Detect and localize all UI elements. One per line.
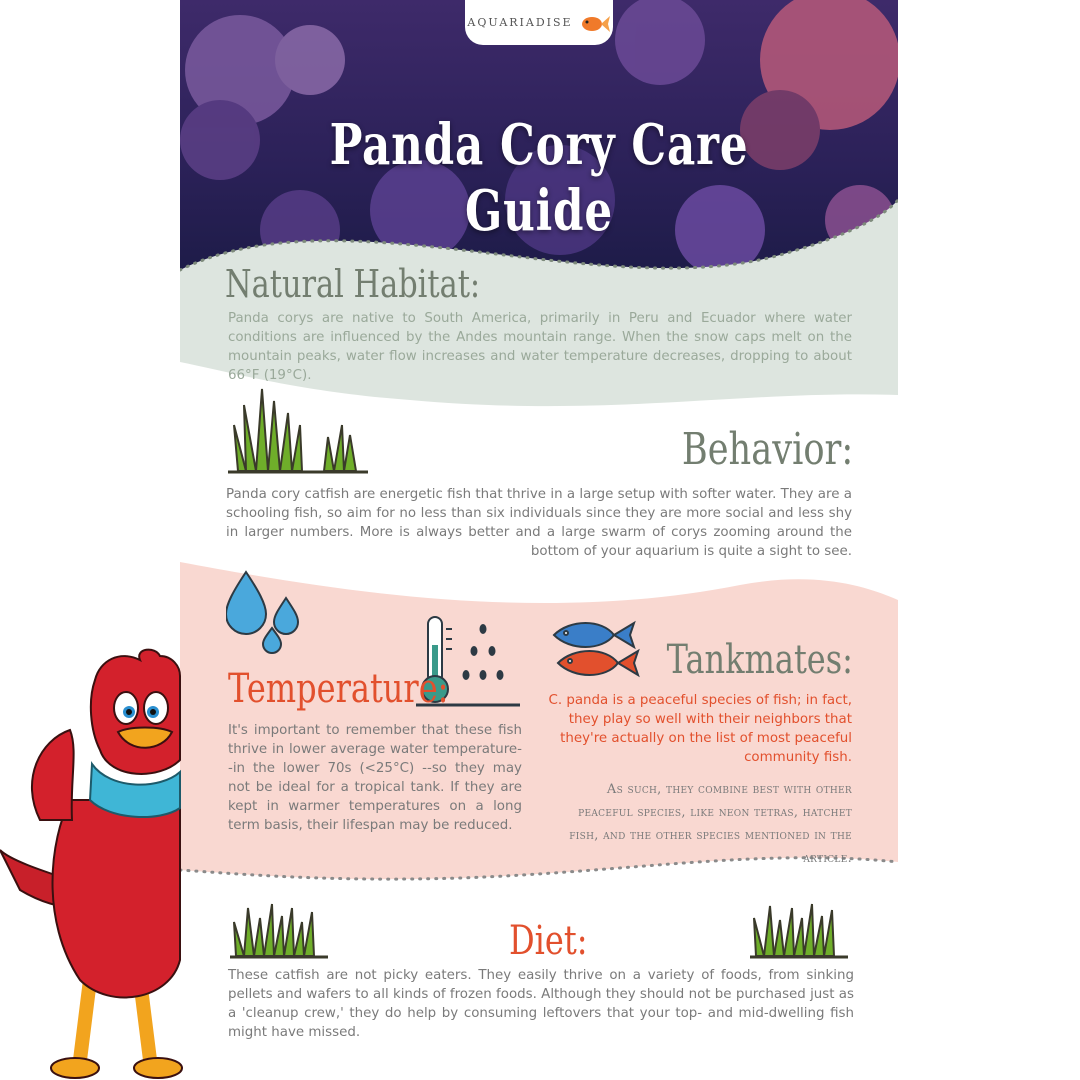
water-drops-icon (226, 570, 306, 655)
page-title: Panda Cory Care Guide (329, 112, 749, 244)
behavior-heading: Behavior: (681, 424, 853, 475)
temperature-text: It's important to remember that these fish thrive in lower average water temperature--in the lower 70s (<25°C) --so they may not be ideal for a tropical tank. If they are kept in warmer temperatures on a long term basis, their lifespan may be reduced. (228, 723, 522, 833)
diet-heading: Diet: (509, 918, 588, 964)
tankmates-text-2: As such, they combine best with other peaceful species, like neon tetras, hatchet fish, and the other species mentioned in the article. (569, 782, 852, 866)
fish-pair-icon (550, 615, 640, 687)
tankmates-text: C. panda is a peaceful species of fish; in fact, they play so well with their neighbors that they're actually on the list of most peaceful community fish. (548, 693, 852, 765)
brand-logo (465, 0, 613, 45)
infographic-sheet (180, 0, 898, 1080)
grass-icon (750, 898, 850, 960)
habitat-heading: Natural Habitat: (225, 262, 481, 306)
goldfish-logo-icon (577, 10, 611, 36)
logo-text: AQUARIADISE (467, 16, 573, 29)
grass-icon (230, 898, 330, 960)
grass-icon (228, 385, 370, 475)
temperature-heading: Temperature: (228, 666, 449, 712)
tankmates-heading: Tankmates: (666, 637, 853, 683)
habitat-text: Panda corys are native to South America, primarily in Peru and Ecuador where water conditions are influenced by the Andes mountain range. When the snow caps melt on the mountain peaks, water flow increases and water temperature decreases, dropping to about 66°F (19°C). (228, 311, 852, 383)
diet-text: These catfish are not picky eaters. They easily thrive on a variety of foods, from sinking pellets and wafers to all kinds of frozen foods. Although they should not be purchased just as a 'cleanup crew,' they do help by consuming leftovers that your top- and mid-dwelling fish might have missed. (228, 968, 854, 1040)
mascot-bird (0, 640, 200, 1080)
behavior-text: Panda cory catfish are energetic fish that thrive in a large setup with softer water. They are a schooling fish, so aim for no less than six individuals since they are more social and less shy in larger numbers. More is always better and a large swarm of corys zooming around the bottom of your aquarium is quite a sight to see. (226, 487, 852, 559)
